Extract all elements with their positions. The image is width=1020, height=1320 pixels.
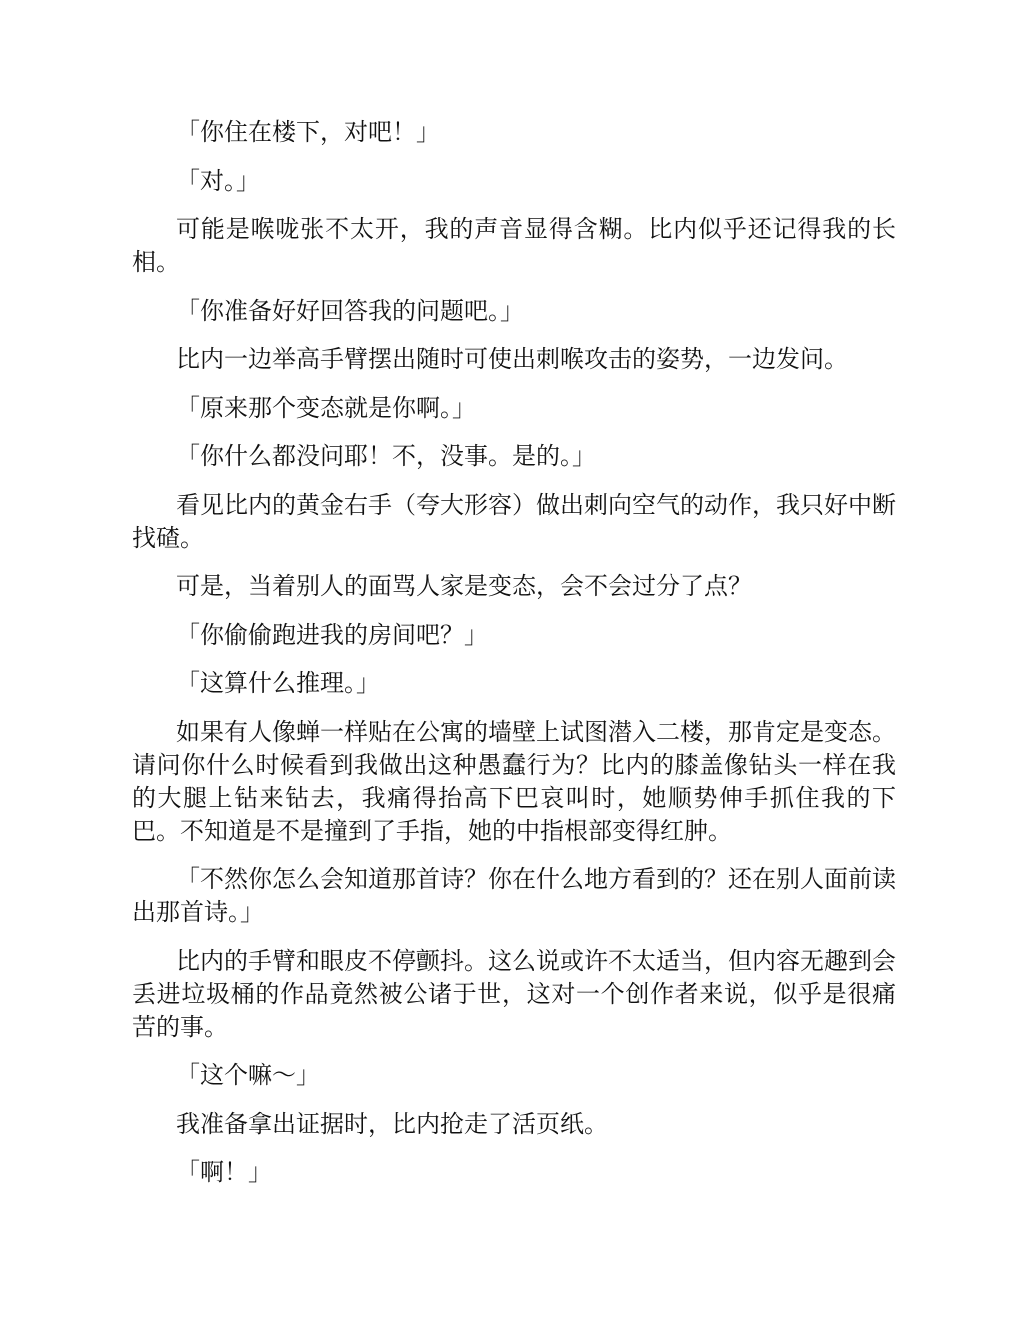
paragraph: 我准备拿出证据时，比内抢走了活页纸。 — [176, 1109, 608, 1138]
paragraph: 「这算什么推理。」 — [176, 669, 380, 697]
paragraph: 可能是喉咙张不太开，我的声音显得含糊。比内似乎还记得我的长相。 — [132, 215, 896, 276]
paragraph: 比内的手臂和眼皮不停颤抖。这么说或许不太适当，但内容无趣到会丢进垃圾桶的作品竟然被公诸于世，这对一个创作者来说，似乎是很痛苦的事。 — [132, 946, 896, 1041]
paragraph: 「不然你怎么会知道那首诗？你在什么地方看到的？还在别人面前读出那首诗。」 — [132, 865, 896, 926]
paragraph: 「你什么都没问耶！不，没事。是的。」 — [176, 442, 596, 470]
paragraph: 可是，当着别人的面骂人家是变态，会不会过分了点？ — [176, 572, 752, 600]
paragraph: 如果有人像蝉一样贴在公寓的墙壁上试图潜入二楼，那肯定是变态。请问你什么时候看到我做出这种愚蠢行为？比内的膝盖像钻头一样在我的大腿上钻来钻去，我痛得抬高下巴哀叫时，她顺势伸手抓住我的下巴。不知道是不是撞到了手指，她的中指根部变得红肿。 — [132, 717, 896, 845]
paragraph: 「这个嘛～」 — [176, 1061, 320, 1089]
paragraph: 比内一边举高手臂摆出随时可使出刺喉攻击的姿势，一边发问。 — [176, 345, 848, 373]
paragraph: 「啊！」 — [176, 1158, 272, 1186]
paragraph: 「你准备好好回答我的问题吧。」 — [176, 296, 524, 325]
paragraph: 「原来那个变态就是你啊。」 — [176, 393, 476, 422]
paragraph: 看见比内的黄金右手（夸大形容）做出刺向空气的动作，我只好中断找碴。 — [132, 490, 896, 552]
paragraph: 「对。」 — [176, 166, 260, 195]
paragraph: 「你偷偷跑进我的房间吧？」 — [176, 620, 488, 649]
document-page — [132, 116, 896, 1205]
paragraph: 「你住在楼下，对吧！」 — [176, 118, 440, 146]
